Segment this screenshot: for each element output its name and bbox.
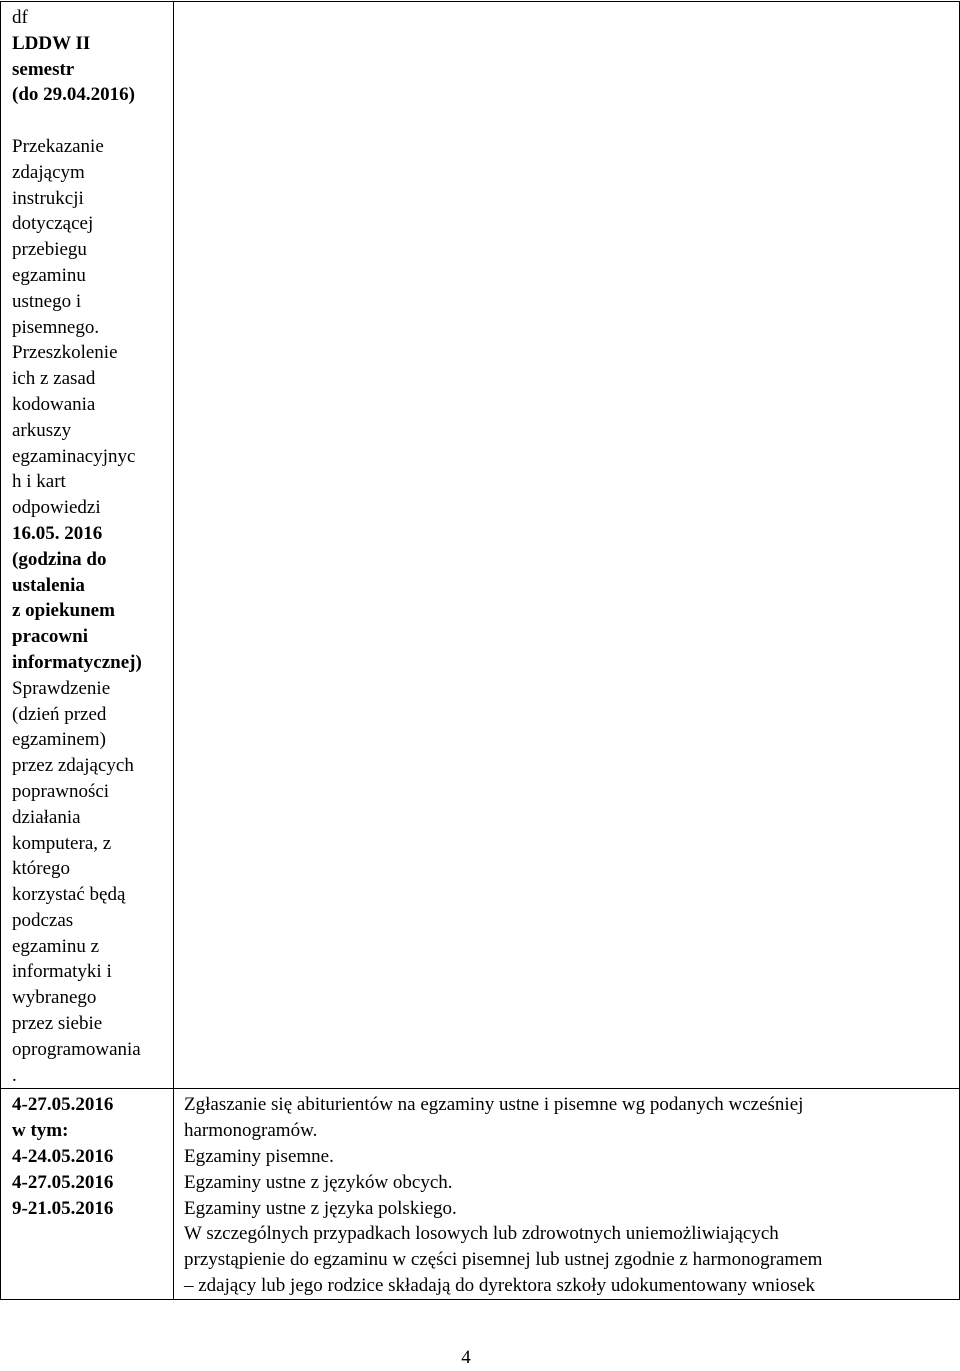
text-line: komputera, z [12, 832, 112, 854]
text-line: (godzina do [12, 548, 107, 570]
text-line: przez zdających [12, 755, 134, 777]
schedule-table [0, 1, 960, 1300]
left-cell-preparation [1, 2, 174, 1089]
text-line: 9-21.05.2016 [12, 1197, 114, 1219]
text-line: którego [12, 858, 71, 880]
text-line: ich z zasad [12, 368, 96, 390]
text-line: Zgłaszanie się abiturientów na egzaminy ustne i pisemne wg podanych wcześniej [184, 1094, 804, 1116]
text-line: Przeszkolenie [12, 342, 118, 364]
text-line: wybranego [12, 987, 97, 1009]
text-line: Egzaminy ustne z języka polskiego. [184, 1197, 457, 1219]
table-row [1, 2, 960, 1089]
text-line: h i kart [12, 471, 66, 493]
text-line: informatyki i [12, 961, 112, 983]
text-line: odpowiedzi [12, 497, 101, 519]
text-line: arkuszy [12, 419, 72, 441]
text-line: egzaminu [12, 264, 86, 286]
text-line: 16.05. 2016 [12, 522, 103, 544]
text-line: egzaminu z [12, 935, 100, 957]
text-line: informatycznej) [12, 651, 142, 673]
text-line: instrukcji [12, 187, 84, 209]
text-line: 4-27.05.2016 [12, 1171, 114, 1193]
page-number: 4 [461, 1347, 471, 1368]
text-line: egzaminem) [12, 729, 106, 751]
left-cell-dates [1, 1089, 174, 1299]
text-line: . [12, 1064, 17, 1086]
text-line: przez siebie [12, 1013, 103, 1035]
text-line: (do 29.04.2016) [12, 84, 135, 106]
text-line: korzystać będą [12, 884, 126, 906]
text-line: ustnego i [12, 290, 82, 312]
text-line: LDDW II [12, 32, 91, 54]
text-line: Sprawdzenie [12, 677, 111, 699]
text-line: działania [12, 806, 81, 828]
text-line: oprogramowania [12, 1038, 141, 1060]
empty-cell-content [174, 2, 959, 5]
text-line: dotyczącej [12, 213, 94, 235]
text-line: Egzaminy ustne z języków obcych. [184, 1171, 453, 1193]
text-line: pracowni [12, 626, 88, 648]
table-row [1, 1089, 960, 1299]
text-line: Egzaminy pisemne. [184, 1146, 334, 1168]
text-line: semestr [12, 58, 75, 80]
right-cell-description [174, 1089, 960, 1299]
right-cell-empty [174, 2, 960, 1089]
text-line: W szczególnych przypadkach losowych lub zdrowotnych uniemożliwiających [184, 1223, 779, 1245]
text-line: przystąpienie do egzaminu w części pisemnej lub ustnej zgodnie z harmonogramem [184, 1249, 823, 1271]
text-line: z opiekunem [12, 600, 115, 622]
text-line: pisemnego. [12, 316, 100, 338]
text-line: harmonogramów. [184, 1120, 318, 1142]
text-line: (dzień przed [12, 703, 107, 725]
spacer [12, 108, 170, 134]
text-line: poprawności [12, 780, 110, 802]
text-line: df [12, 7, 28, 28]
text-line: Przekazanie [12, 135, 104, 157]
text-line: ustalenia [12, 574, 85, 596]
text-line: w tym: [12, 1120, 69, 1142]
text-line: przebiegu [12, 239, 87, 261]
text-line: 4-27.05.2016 [12, 1094, 114, 1116]
text-line: egzaminacyjnyc [12, 445, 136, 467]
text-line: zdającym [12, 161, 85, 183]
text-line: podczas [12, 909, 74, 931]
text-line: 4-24.05.2016 [12, 1146, 114, 1168]
text-line: kodowania [12, 393, 96, 415]
text-line: – zdający lub jego rodzice składają do dyrektora szkoły udokumentowany wniosek [184, 1275, 816, 1297]
